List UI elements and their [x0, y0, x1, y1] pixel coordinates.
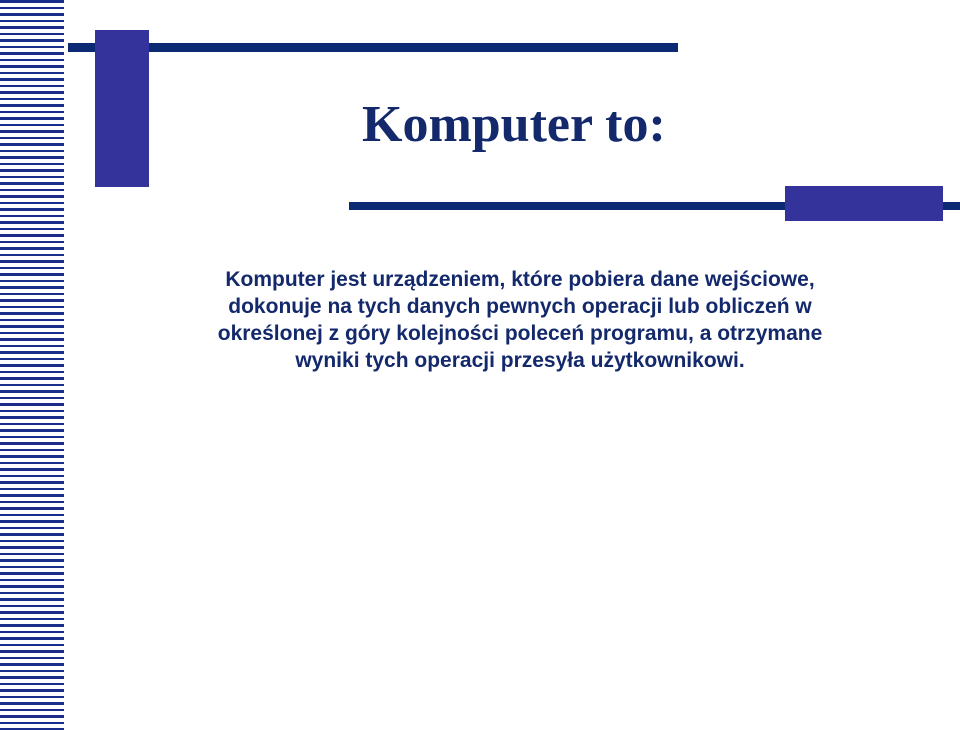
slide-title: Komputer to: — [362, 96, 666, 153]
body-line: określonej z góry kolejności poleceń programu, a otrzymane — [217, 322, 823, 345]
top-decorative-line — [68, 43, 678, 52]
body-line: dokonuje na tych danych pewnych operacji lub obliczeń w — [228, 295, 812, 318]
body-line: Komputer jest urządzeniem, które pobiera dane wejściowe, — [225, 268, 815, 291]
top-decorative-block — [95, 30, 149, 187]
body-line: wyniki tych operacji przesyła użytkownikowi. — [295, 349, 745, 372]
slide-body — [100, 266, 940, 374]
left-stripe-decoration — [0, 0, 70, 730]
bottom-decorative-block — [785, 186, 943, 221]
